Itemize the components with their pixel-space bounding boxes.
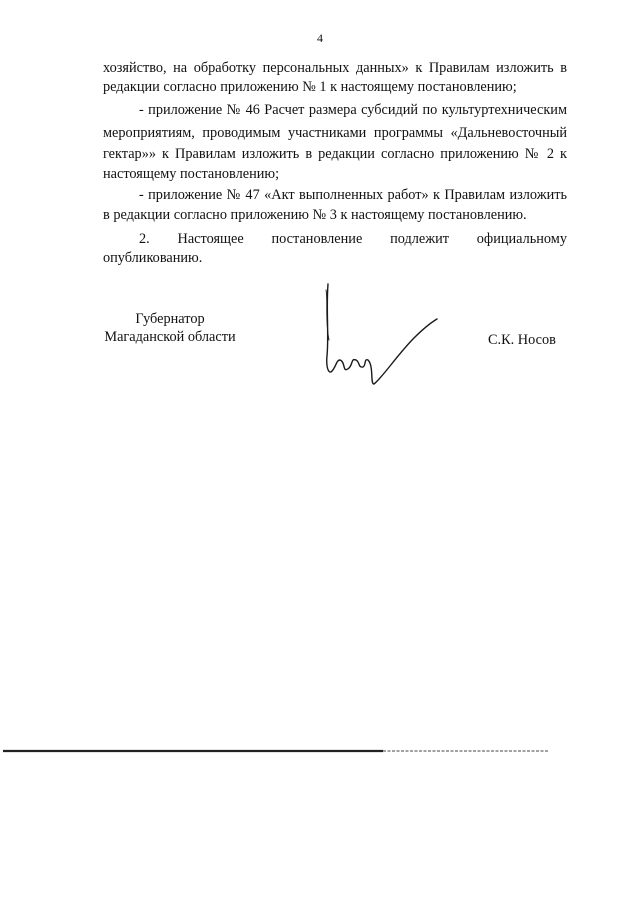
text-line-7: - приложение № 47 «Акт выполненных работ» к Правилам изложить	[139, 187, 567, 203]
footer-rule	[3, 748, 548, 754]
signatory-name: С.К. Носов	[488, 332, 556, 348]
signatory-title-line-2: Магаданской области	[104, 329, 236, 345]
signatory-title-line-1: Губернатор	[135, 311, 205, 327]
text-line-9: 2. Настоящее постановление подлежит официальному	[139, 231, 567, 247]
signature-stroke	[327, 284, 437, 384]
text-line-6: настоящему постановлению;	[103, 166, 280, 182]
text-line-8: в редакции согласно приложению № 3 к настоящему постановлению.	[103, 207, 527, 223]
text-line-10: опубликованию.	[103, 250, 203, 266]
text-line-5: гектар»» к Правилам изложить в редакции согласно приложению № 2 к	[103, 146, 567, 162]
handwritten-signature	[316, 280, 442, 390]
text-line-4: мероприятиям, проводимым участниками программы «Дальневосточный	[103, 125, 567, 141]
text-line-2: редакции согласно приложению № 1 к настоящему постановлению;	[103, 79, 517, 95]
page-number: 4	[317, 31, 323, 45]
text-line-3: - приложение № 46 Расчет размера субсидий по культуртехническим	[139, 102, 567, 118]
signatory-title	[100, 310, 240, 346]
text-line-1: хозяйство, на обработку персональных данных» к Правилам изложить в	[103, 60, 567, 76]
